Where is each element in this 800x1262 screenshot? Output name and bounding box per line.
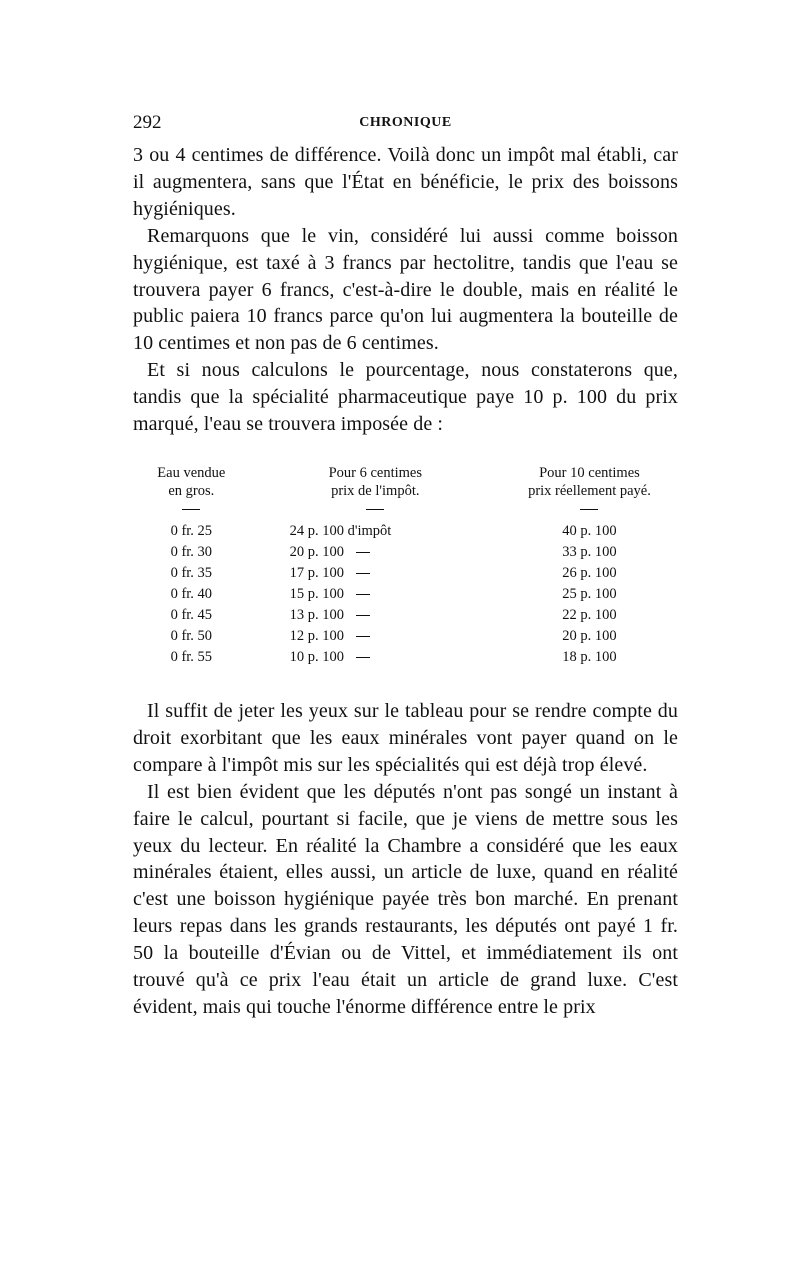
cell-tax10: 18 p. 100 — [562, 648, 617, 665]
cell-tax10: 40 p. 100 — [562, 522, 617, 539]
cell-tax6-value: 24 p. 100 d'impôt — [289, 522, 392, 539]
table-row — [133, 605, 678, 626]
cell-price: 0 fr. 25 — [170, 522, 213, 539]
cell-price: 0 fr. 40 — [170, 585, 213, 602]
ditto-dash — [356, 594, 370, 595]
column-header-price — [133, 464, 250, 500]
page-number: 292 — [133, 112, 162, 133]
cell-tax6-value: 13 p. 100 — [289, 606, 345, 623]
column-header-line: Eau vendue — [157, 464, 226, 481]
table-row — [133, 584, 678, 605]
cell-tax6 — [250, 647, 501, 668]
cell-tax10: 20 p. 100 — [562, 627, 617, 644]
header-rule — [182, 509, 200, 510]
table-body — [133, 521, 678, 668]
cell-tax6-value: 17 p. 100 — [289, 564, 345, 581]
table-row — [133, 542, 678, 563]
column-header-tax6 — [250, 464, 501, 500]
table-row — [133, 647, 678, 668]
body-text-top — [133, 142, 678, 438]
tax-table — [133, 464, 678, 668]
cell-tax10: 26 p. 100 — [562, 564, 617, 581]
cell-price: 0 fr. 30 — [170, 543, 213, 560]
paragraph: Remarquons que le vin, considéré lui aussi comme boisson hygiénique, est taxé à 3 francs par hectolitre, tandis que l'eau se trouvera payer 6 francs, c'est-à-dire le double, mais en réalité le public paiera 10 francs parce qu'on lui augmentera la bouteille de 10 centimes et non pas de 6 centimes. — [133, 224, 678, 355]
cell-price: 0 fr. 35 — [170, 564, 213, 581]
cell-tax6 — [250, 584, 501, 605]
column-header-line: Pour 10 centimes — [539, 464, 640, 481]
ditto-dash — [356, 657, 370, 658]
ditto-dash — [356, 573, 370, 574]
column-header-line: Pour 6 centimes — [328, 464, 422, 481]
paragraph: Et si nous calculons le pourcentage, nous constaterons que, tandis que la spécialité pharmaceutique paye 10 p. 100 du prix marqué, l'eau se trouvera imposée de : — [133, 359, 678, 436]
cell-tax6 — [250, 626, 501, 647]
cell-price: 0 fr. 50 — [170, 627, 213, 644]
paragraph: 3 ou 4 centimes de différence. Voilà donc un impôt mal établi, car il augmentera, sans que l'État en bénéficie, le prix des boissons hygiéniques. — [133, 144, 678, 220]
ditto-dash — [356, 636, 370, 637]
book-page — [133, 112, 678, 1021]
cell-tax6-value: 10 p. 100 — [289, 648, 345, 665]
header-rule-row — [133, 500, 678, 521]
column-header-line: prix de l'impôt. — [331, 482, 420, 499]
tax-table-container — [133, 464, 678, 668]
cell-tax6-value: 12 p. 100 — [289, 627, 345, 644]
cell-tax6-value: 15 p. 100 — [289, 585, 345, 602]
cell-tax6 — [250, 521, 501, 542]
paragraph: Il est bien évident que les députés n'ont pas songé un instant à faire le calcul, pourtant si facile, que je viens de mettre sous les yeux du lecteur. En réalité la Chambre a considéré que les eaux minérales étaient, elles aussi, un article de luxe, quand en réalité c'est une boisson hygiénique payée très bon marché. En prenant leurs repas dans les grands restaurants, les députés ont payé 1 fr. 50 la bouteille d'Évian ou de Vittel, et immédiatement ils ont trouvé qu'à ce prix l'eau était un article de grand luxe. C'est évident, mais qui touche l'énorme différence entre le prix — [133, 780, 678, 1018]
table-header-row — [133, 464, 678, 500]
table-row — [133, 521, 678, 542]
column-header-tax10 — [501, 464, 678, 500]
cell-price: 0 fr. 45 — [170, 606, 213, 623]
column-header-line: en gros. — [168, 482, 215, 499]
running-title: CHRONIQUE — [359, 115, 452, 130]
cell-tax6 — [250, 563, 501, 584]
column-header-line: prix réellement payé. — [528, 482, 651, 499]
ditto-dash — [356, 552, 370, 553]
cell-tax10: 25 p. 100 — [562, 585, 617, 602]
cell-tax10: 22 p. 100 — [562, 606, 617, 623]
page-header — [133, 112, 678, 142]
cell-tax6 — [250, 542, 501, 563]
body-text-bottom — [133, 698, 678, 1021]
cell-tax6 — [250, 605, 501, 626]
cell-price: 0 fr. 55 — [170, 648, 213, 665]
header-rule — [366, 509, 384, 510]
cell-tax10: 33 p. 100 — [562, 543, 617, 560]
table-row — [133, 626, 678, 647]
cell-tax6-value: 20 p. 100 — [289, 543, 345, 560]
table-row — [133, 563, 678, 584]
header-rule — [580, 509, 598, 510]
ditto-dash — [356, 615, 370, 616]
paragraph: Il suffit de jeter les yeux sur le tableau pour se rendre compte du droit exorbitant que les eaux minérales vont payer quand on le compare à l'impôt mis sur les spécialités qui est déjà trop élevé. — [133, 699, 678, 776]
